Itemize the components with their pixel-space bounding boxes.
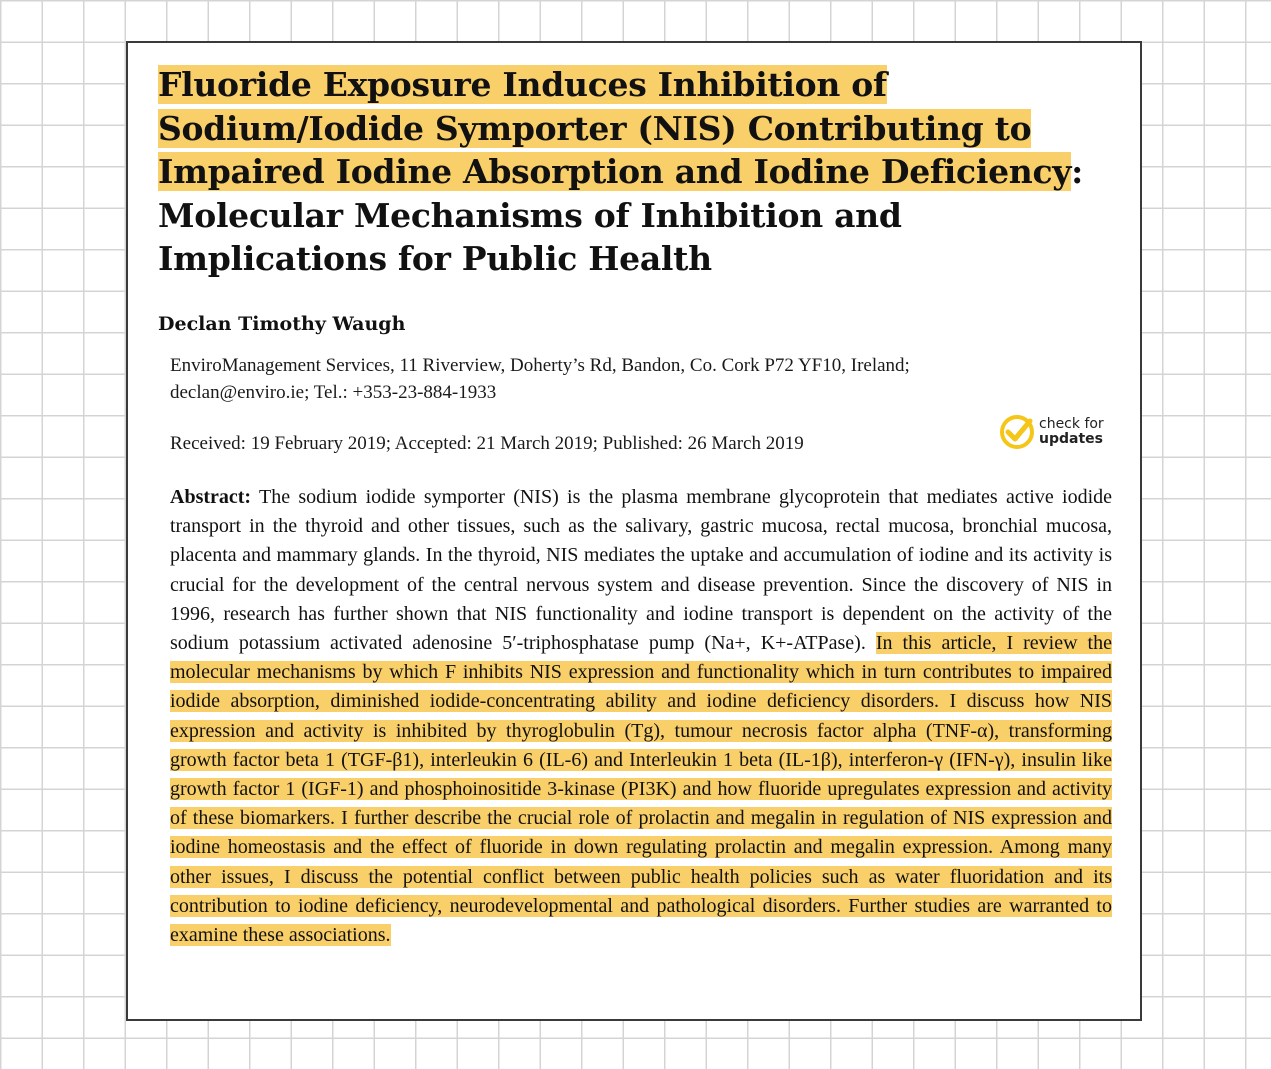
title-highlighted: Fluoride Exposure Induces Inhibition of Sodium/Iodide Symporter (NIS) Contributing to Impaired Iodine Absorption and Iodine Deficiency: [158, 65, 1072, 191]
abstract: [170, 483, 1112, 950]
author-name: Declan Timothy Waugh: [158, 313, 406, 335]
affiliation-address: EnviroManagement Services, 11 Riverview, Doherty’s Rd, Bandon, Co. Cork P72 YF10, Ireland;: [170, 355, 910, 376]
abstract-plain-text: The sodium iodide symporter (NIS) is the plasma membrane glycoprotein that mediates active iodide transport in the thyroid and other tissues, such as the salivary, gastric mucosa, rectal mucosa, bronchial mucosa, placenta and mammary glands. In the thyroid, NIS mediates the uptake and accumulation of iodine and its activity is crucial for the development of the central nervous system and disease prevention. Since the discovery of NIS in 1996, research has further shown that NIS functionality and iodine transport is dependent on the activity of the sodium potassium activated adenosine 5′-triphosphatase pump (Na+, K+-ATPase).: [170, 486, 1112, 655]
abstract-label: Abstract:: [170, 486, 252, 508]
check-circle-icon: [1000, 415, 1034, 449]
affiliation-contact: declan@enviro.ie; Tel.: +353-23-884-1933: [170, 381, 497, 403]
affiliation: [170, 353, 1070, 406]
check-for-updates-badge[interactable]: [1000, 415, 1104, 449]
check-updates-line1: check for: [1039, 416, 1104, 432]
publication-dates: Received: 19 February 2019; Accepted: 21 March 2019; Published: 26 March 2019: [170, 433, 804, 454]
abstract-highlighted-text: In this article, I review the molecular mechanisms by which F inhibits NIS expression and functionality which in turn contributes to impaired iodide absorption, diminished iodide-concentrating ability and iodine deficiency disorders. I discuss how NIS expression and activity is inhibited by thyroglobulin (Tg), tumour necrosis factor alpha (TNF-α), transforming growth factor beta 1 (TGF-β1), interleukin 6 (IL-6) and Interleukin 1 beta (IL-1β), interferon-γ (IFN-γ), insulin like growth factor 1 (IGF-1) and phosphoinositide 3-kinase (PI3K) and how fluoride upregulates expression and activity of these biomarkers. I further describe the crucial role of prolactin and megalin in regulation of NIS expression and iodine homeostasis and the effect of fluoride in down regulating prolactin and megalin expression. Among many other issues, I discuss the potential conflict between public health policies such as water fluoridation and its contribution to iodine deficiency, neurodevelopmental and pathological disorders. Further studies are warranted to examine these associations.: [170, 632, 1112, 947]
check-updates-label: [1039, 417, 1104, 447]
paper-title: [158, 63, 1118, 281]
paper-card: [126, 41, 1142, 1021]
title-rest: : Molecular Mechanisms of Inhibition and Implications for Public Health: [158, 152, 1084, 278]
check-updates-line2: updates: [1039, 431, 1103, 447]
